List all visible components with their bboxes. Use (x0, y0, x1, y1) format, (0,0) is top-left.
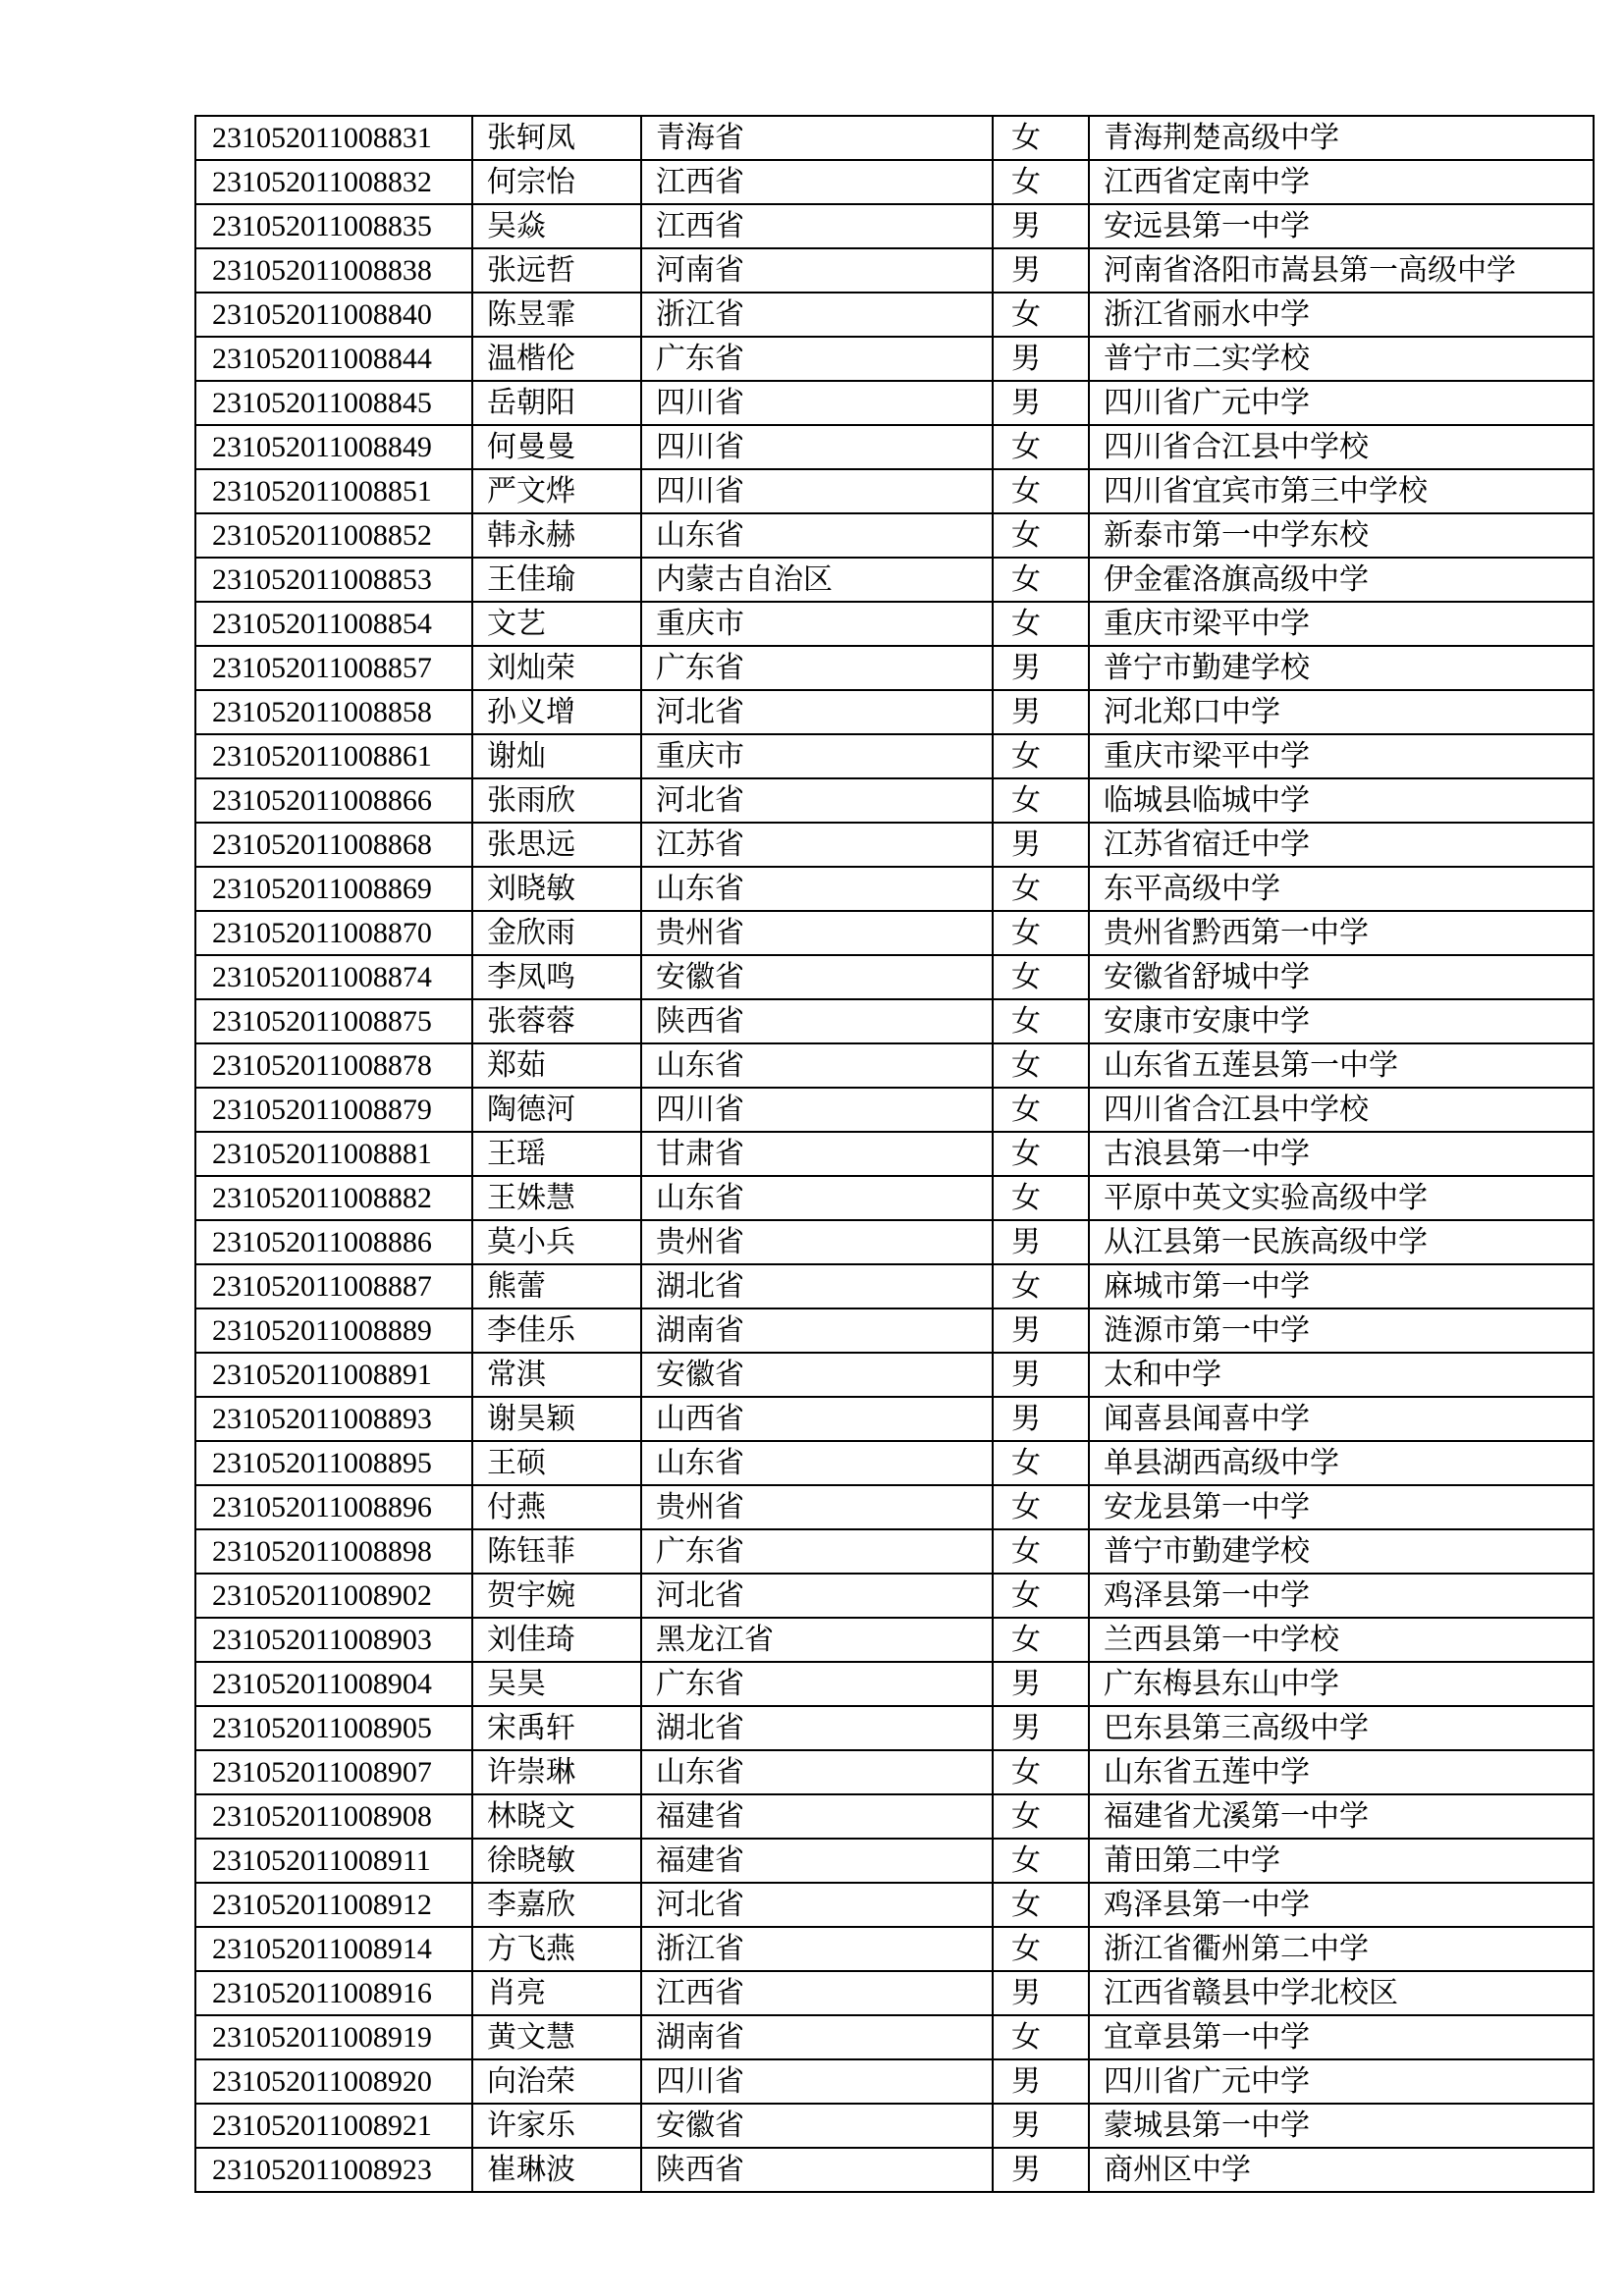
gender-cell: 女 (993, 425, 1089, 469)
table-row (195, 1618, 1594, 1662)
province-cell: 重庆市 (641, 734, 993, 778)
table-row (195, 513, 1594, 558)
table-row (195, 204, 1594, 248)
province-cell: 甘肃省 (641, 1132, 993, 1176)
name-cell: 李佳乐 (472, 1308, 641, 1353)
province-cell: 陕西省 (641, 999, 993, 1043)
gender-cell: 女 (993, 734, 1089, 778)
province-cell: 江西省 (641, 160, 993, 204)
name-cell: 宋禹轩 (472, 1706, 641, 1750)
gender-cell: 女 (993, 1750, 1089, 1794)
province-cell: 河北省 (641, 1574, 993, 1618)
table-row (195, 1574, 1594, 1618)
table-row (195, 1485, 1594, 1529)
school-cell: 四川省广元中学 (1089, 381, 1594, 425)
province-cell: 青海省 (641, 116, 993, 160)
name-cell: 陈钰菲 (472, 1529, 641, 1574)
school-cell: 浙江省丽水中学 (1089, 293, 1594, 337)
candidate-id-cell: 231052011008851 (195, 469, 472, 513)
name-cell: 温楷伦 (472, 337, 641, 381)
school-cell: 鸡泽县第一中学 (1089, 1574, 1594, 1618)
gender-cell: 女 (993, 1132, 1089, 1176)
candidate-id-cell: 231052011008852 (195, 513, 472, 558)
name-cell: 吴焱 (472, 204, 641, 248)
candidate-id-cell: 231052011008907 (195, 1750, 472, 1794)
province-cell: 山东省 (641, 1750, 993, 1794)
gender-cell: 女 (993, 558, 1089, 602)
school-cell: 兰西县第一中学校 (1089, 1618, 1594, 1662)
name-cell: 李嘉欣 (472, 1883, 641, 1927)
province-cell: 黑龙江省 (641, 1618, 993, 1662)
gender-cell: 女 (993, 513, 1089, 558)
name-cell: 黄文慧 (472, 2015, 641, 2059)
name-cell: 许崇琳 (472, 1750, 641, 1794)
candidate-id-cell: 231052011008835 (195, 204, 472, 248)
name-cell: 王佳瑜 (472, 558, 641, 602)
candidate-id-cell: 231052011008905 (195, 1706, 472, 1750)
table-row (195, 646, 1594, 690)
table-row (195, 690, 1594, 734)
school-cell: 平原中英文实验高级中学 (1089, 1176, 1594, 1220)
school-cell: 山东省五莲县第一中学 (1089, 1043, 1594, 1088)
school-cell: 山东省五莲中学 (1089, 1750, 1594, 1794)
table-row (195, 778, 1594, 823)
school-cell: 重庆市梁平中学 (1089, 734, 1594, 778)
candidate-id-cell: 231052011008896 (195, 1485, 472, 1529)
province-cell: 山东省 (641, 513, 993, 558)
table-row (195, 734, 1594, 778)
name-cell: 谢灿 (472, 734, 641, 778)
gender-cell: 女 (993, 778, 1089, 823)
province-cell: 广东省 (641, 1662, 993, 1706)
table-row (195, 425, 1594, 469)
name-cell: 徐晓敏 (472, 1839, 641, 1883)
province-cell: 山东省 (641, 867, 993, 911)
province-cell: 河北省 (641, 778, 993, 823)
name-cell: 崔琳波 (472, 2148, 641, 2192)
gender-cell: 男 (993, 823, 1089, 867)
gender-cell: 男 (993, 381, 1089, 425)
table-row (195, 1706, 1594, 1750)
name-cell: 李凤鸣 (472, 955, 641, 999)
candidate-id-cell: 231052011008889 (195, 1308, 472, 1353)
gender-cell: 男 (993, 646, 1089, 690)
gender-cell: 女 (993, 999, 1089, 1043)
school-cell: 安徽省舒城中学 (1089, 955, 1594, 999)
name-cell: 陶德河 (472, 1088, 641, 1132)
name-cell: 常淇 (472, 1353, 641, 1397)
gender-cell: 女 (993, 469, 1089, 513)
candidate-id-cell: 231052011008903 (195, 1618, 472, 1662)
school-cell: 福建省尤溪第一中学 (1089, 1794, 1594, 1839)
candidate-id-cell: 231052011008845 (195, 381, 472, 425)
province-cell: 四川省 (641, 381, 993, 425)
gender-cell: 女 (993, 1043, 1089, 1088)
name-cell: 方飞燕 (472, 1927, 641, 1971)
table-row (195, 1839, 1594, 1883)
name-cell: 贺宇婉 (472, 1574, 641, 1618)
gender-cell: 男 (993, 1971, 1089, 2015)
name-cell: 何宗怡 (472, 160, 641, 204)
name-cell: 王姝慧 (472, 1176, 641, 1220)
school-cell: 江西省定南中学 (1089, 160, 1594, 204)
roster-body (195, 116, 1594, 2192)
school-cell: 普宁市勤建学校 (1089, 1529, 1594, 1574)
name-cell: 刘晓敏 (472, 867, 641, 911)
school-cell: 麻城市第一中学 (1089, 1264, 1594, 1308)
candidate-id-cell: 231052011008904 (195, 1662, 472, 1706)
province-cell: 贵州省 (641, 911, 993, 955)
gender-cell: 男 (993, 690, 1089, 734)
name-cell: 谢昊颖 (472, 1397, 641, 1441)
candidate-id-cell: 231052011008853 (195, 558, 472, 602)
gender-cell: 男 (993, 1220, 1089, 1264)
gender-cell: 女 (993, 2015, 1089, 2059)
table-row (195, 2015, 1594, 2059)
name-cell: 吴昊 (472, 1662, 641, 1706)
school-cell: 河南省洛阳市嵩县第一高级中学 (1089, 248, 1594, 293)
gender-cell: 女 (993, 955, 1089, 999)
school-cell: 安远县第一中学 (1089, 204, 1594, 248)
gender-cell: 女 (993, 1618, 1089, 1662)
school-cell: 普宁市勤建学校 (1089, 646, 1594, 690)
school-cell: 贵州省黔西第一中学 (1089, 911, 1594, 955)
province-cell: 重庆市 (641, 602, 993, 646)
name-cell: 张蓉蓉 (472, 999, 641, 1043)
province-cell: 湖南省 (641, 1308, 993, 1353)
candidate-id-cell: 231052011008886 (195, 1220, 472, 1264)
gender-cell: 女 (993, 293, 1089, 337)
table-row (195, 1441, 1594, 1485)
province-cell: 江西省 (641, 1971, 993, 2015)
gender-cell: 女 (993, 1883, 1089, 1927)
name-cell: 郑茹 (472, 1043, 641, 1088)
table-row (195, 867, 1594, 911)
gender-cell: 女 (993, 1088, 1089, 1132)
table-row (195, 160, 1594, 204)
candidate-id-cell: 231052011008881 (195, 1132, 472, 1176)
roster-table (194, 115, 1595, 2193)
gender-cell: 女 (993, 867, 1089, 911)
candidate-id-cell: 231052011008898 (195, 1529, 472, 1574)
name-cell: 金欣雨 (472, 911, 641, 955)
province-cell: 陕西省 (641, 2148, 993, 2192)
school-cell: 伊金霍洛旗高级中学 (1089, 558, 1594, 602)
name-cell: 严文烨 (472, 469, 641, 513)
candidate-id-cell: 231052011008866 (195, 778, 472, 823)
name-cell: 张思远 (472, 823, 641, 867)
province-cell: 内蒙古自治区 (641, 558, 993, 602)
name-cell: 许家乐 (472, 2104, 641, 2148)
gender-cell: 男 (993, 248, 1089, 293)
table-row (195, 823, 1594, 867)
gender-cell: 男 (993, 1397, 1089, 1441)
school-cell: 蒙城县第一中学 (1089, 2104, 1594, 2148)
table-row (195, 1132, 1594, 1176)
table-row (195, 293, 1594, 337)
province-cell: 江西省 (641, 204, 993, 248)
candidate-id-cell: 231052011008844 (195, 337, 472, 381)
school-cell: 新泰市第一中学东校 (1089, 513, 1594, 558)
province-cell: 山西省 (641, 1397, 993, 1441)
table-row (195, 1043, 1594, 1088)
candidate-id-cell: 231052011008868 (195, 823, 472, 867)
name-cell: 张雨欣 (472, 778, 641, 823)
name-cell: 陈昱霏 (472, 293, 641, 337)
table-row (195, 469, 1594, 513)
name-cell: 熊蕾 (472, 1264, 641, 1308)
gender-cell: 男 (993, 1662, 1089, 1706)
province-cell: 浙江省 (641, 1927, 993, 1971)
province-cell: 四川省 (641, 2059, 993, 2104)
table-row (195, 955, 1594, 999)
province-cell: 广东省 (641, 337, 993, 381)
candidate-id-cell: 231052011008891 (195, 1353, 472, 1397)
province-cell: 广东省 (641, 1529, 993, 1574)
gender-cell: 女 (993, 911, 1089, 955)
province-cell: 山东省 (641, 1043, 993, 1088)
candidate-id-cell: 231052011008882 (195, 1176, 472, 1220)
candidate-id-cell: 231052011008861 (195, 734, 472, 778)
province-cell: 山东省 (641, 1176, 993, 1220)
school-cell: 普宁市二实学校 (1089, 337, 1594, 381)
candidate-id-cell: 231052011008832 (195, 160, 472, 204)
candidate-id-cell: 231052011008887 (195, 1264, 472, 1308)
table-row (195, 381, 1594, 425)
gender-cell: 男 (993, 1353, 1089, 1397)
name-cell: 张轲凤 (472, 116, 641, 160)
gender-cell: 男 (993, 2148, 1089, 2192)
candidate-id-cell: 231052011008920 (195, 2059, 472, 2104)
candidate-id-cell: 231052011008895 (195, 1441, 472, 1485)
school-cell: 太和中学 (1089, 1353, 1594, 1397)
gender-cell: 女 (993, 602, 1089, 646)
province-cell: 安徽省 (641, 2104, 993, 2148)
table-row (195, 116, 1594, 160)
table-row (195, 2104, 1594, 2148)
school-cell: 青海荆楚高级中学 (1089, 116, 1594, 160)
candidate-id-cell: 231052011008870 (195, 911, 472, 955)
school-cell: 东平高级中学 (1089, 867, 1594, 911)
gender-cell: 女 (993, 160, 1089, 204)
school-cell: 四川省合江县中学校 (1089, 1088, 1594, 1132)
province-cell: 湖南省 (641, 2015, 993, 2059)
school-cell: 涟源市第一中学 (1089, 1308, 1594, 1353)
candidate-id-cell: 231052011008912 (195, 1883, 472, 1927)
gender-cell: 男 (993, 337, 1089, 381)
table-row (195, 2059, 1594, 2104)
name-cell: 付燕 (472, 1485, 641, 1529)
table-row (195, 1397, 1594, 1441)
province-cell: 湖北省 (641, 1264, 993, 1308)
candidate-id-cell: 231052011008854 (195, 602, 472, 646)
candidate-id-cell: 231052011008914 (195, 1927, 472, 1971)
candidate-id-cell: 231052011008908 (195, 1794, 472, 1839)
name-cell: 刘佳琦 (472, 1618, 641, 1662)
school-cell: 临城县临城中学 (1089, 778, 1594, 823)
gender-cell: 男 (993, 2059, 1089, 2104)
table-row (195, 1529, 1594, 1574)
table-row (195, 911, 1594, 955)
school-cell: 安康市安康中学 (1089, 999, 1594, 1043)
province-cell: 河北省 (641, 1883, 993, 1927)
candidate-id-cell: 231052011008911 (195, 1839, 472, 1883)
gender-cell: 女 (993, 1574, 1089, 1618)
school-cell: 四川省广元中学 (1089, 2059, 1594, 2104)
table-row (195, 1794, 1594, 1839)
candidate-id-cell: 231052011008875 (195, 999, 472, 1043)
school-cell: 宜章县第一中学 (1089, 2015, 1594, 2059)
table-row (195, 1353, 1594, 1397)
table-row (195, 1927, 1594, 1971)
gender-cell: 男 (993, 1706, 1089, 1750)
candidate-id-cell: 231052011008919 (195, 2015, 472, 2059)
candidate-id-cell: 231052011008874 (195, 955, 472, 999)
name-cell: 肖亮 (472, 1971, 641, 2015)
school-cell: 江苏省宿迁中学 (1089, 823, 1594, 867)
province-cell: 福建省 (641, 1839, 993, 1883)
table-row (195, 1220, 1594, 1264)
table-row (195, 1088, 1594, 1132)
school-cell: 闻喜县闻喜中学 (1089, 1397, 1594, 1441)
table-row (195, 2148, 1594, 2192)
name-cell: 孙义增 (472, 690, 641, 734)
name-cell: 王硕 (472, 1441, 641, 1485)
name-cell: 韩永赫 (472, 513, 641, 558)
school-cell: 浙江省衢州第二中学 (1089, 1927, 1594, 1971)
gender-cell: 男 (993, 2104, 1089, 2148)
candidate-id-cell: 231052011008869 (195, 867, 472, 911)
gender-cell: 女 (993, 1839, 1089, 1883)
name-cell: 岳朝阳 (472, 381, 641, 425)
table-row (195, 1308, 1594, 1353)
table-row (195, 558, 1594, 602)
gender-cell: 男 (993, 1308, 1089, 1353)
candidate-id-cell: 231052011008849 (195, 425, 472, 469)
candidate-id-cell: 231052011008893 (195, 1397, 472, 1441)
province-cell: 河北省 (641, 690, 993, 734)
school-cell: 河北郑口中学 (1089, 690, 1594, 734)
table-row (195, 1662, 1594, 1706)
candidate-id-cell: 231052011008879 (195, 1088, 472, 1132)
province-cell: 江苏省 (641, 823, 993, 867)
gender-cell: 女 (993, 1264, 1089, 1308)
name-cell: 何曼曼 (472, 425, 641, 469)
province-cell: 贵州省 (641, 1220, 993, 1264)
province-cell: 湖北省 (641, 1706, 993, 1750)
table-row (195, 602, 1594, 646)
table-row (195, 1264, 1594, 1308)
province-cell: 山东省 (641, 1441, 993, 1485)
name-cell: 刘灿荣 (472, 646, 641, 690)
school-cell: 广东梅县东山中学 (1089, 1662, 1594, 1706)
school-cell: 单县湖西高级中学 (1089, 1441, 1594, 1485)
province-cell: 四川省 (641, 425, 993, 469)
candidate-id-cell: 231052011008923 (195, 2148, 472, 2192)
table-row (195, 1750, 1594, 1794)
candidate-id-cell: 231052011008921 (195, 2104, 472, 2148)
name-cell: 王瑶 (472, 1132, 641, 1176)
province-cell: 福建省 (641, 1794, 993, 1839)
gender-cell: 女 (993, 1529, 1089, 1574)
table-row (195, 1883, 1594, 1927)
candidate-id-cell: 231052011008831 (195, 116, 472, 160)
name-cell: 林晓文 (472, 1794, 641, 1839)
gender-cell: 女 (993, 1485, 1089, 1529)
school-cell: 莆田第二中学 (1089, 1839, 1594, 1883)
name-cell: 莫小兵 (472, 1220, 641, 1264)
table-row (195, 999, 1594, 1043)
school-cell: 古浪县第一中学 (1089, 1132, 1594, 1176)
candidate-id-cell: 231052011008838 (195, 248, 472, 293)
school-cell: 江西省赣县中学北校区 (1089, 1971, 1594, 2015)
school-cell: 四川省合江县中学校 (1089, 425, 1594, 469)
gender-cell: 女 (993, 1176, 1089, 1220)
province-cell: 浙江省 (641, 293, 993, 337)
gender-cell: 男 (993, 204, 1089, 248)
province-cell: 安徽省 (641, 955, 993, 999)
gender-cell: 女 (993, 1441, 1089, 1485)
table-row (195, 337, 1594, 381)
candidate-id-cell: 231052011008878 (195, 1043, 472, 1088)
gender-cell: 女 (993, 1927, 1089, 1971)
province-cell: 四川省 (641, 1088, 993, 1132)
province-cell: 四川省 (641, 469, 993, 513)
school-cell: 安龙县第一中学 (1089, 1485, 1594, 1529)
name-cell: 向治荣 (472, 2059, 641, 2104)
candidate-id-cell: 231052011008902 (195, 1574, 472, 1618)
candidate-id-cell: 231052011008916 (195, 1971, 472, 2015)
school-cell: 巴东县第三高级中学 (1089, 1706, 1594, 1750)
province-cell: 河南省 (641, 248, 993, 293)
province-cell: 安徽省 (641, 1353, 993, 1397)
gender-cell: 女 (993, 1794, 1089, 1839)
candidate-id-cell: 231052011008840 (195, 293, 472, 337)
school-cell: 从江县第一民族高级中学 (1089, 1220, 1594, 1264)
name-cell: 文艺 (472, 602, 641, 646)
candidate-id-cell: 231052011008858 (195, 690, 472, 734)
candidate-id-cell: 231052011008857 (195, 646, 472, 690)
province-cell: 广东省 (641, 646, 993, 690)
gender-cell: 女 (993, 116, 1089, 160)
table-row (195, 248, 1594, 293)
province-cell: 贵州省 (641, 1485, 993, 1529)
school-cell: 重庆市梁平中学 (1089, 602, 1594, 646)
name-cell: 张远哲 (472, 248, 641, 293)
school-cell: 商州区中学 (1089, 2148, 1594, 2192)
school-cell: 四川省宜宾市第三中学校 (1089, 469, 1594, 513)
table-row (195, 1176, 1594, 1220)
table-row (195, 1971, 1594, 2015)
school-cell: 鸡泽县第一中学 (1089, 1883, 1594, 1927)
